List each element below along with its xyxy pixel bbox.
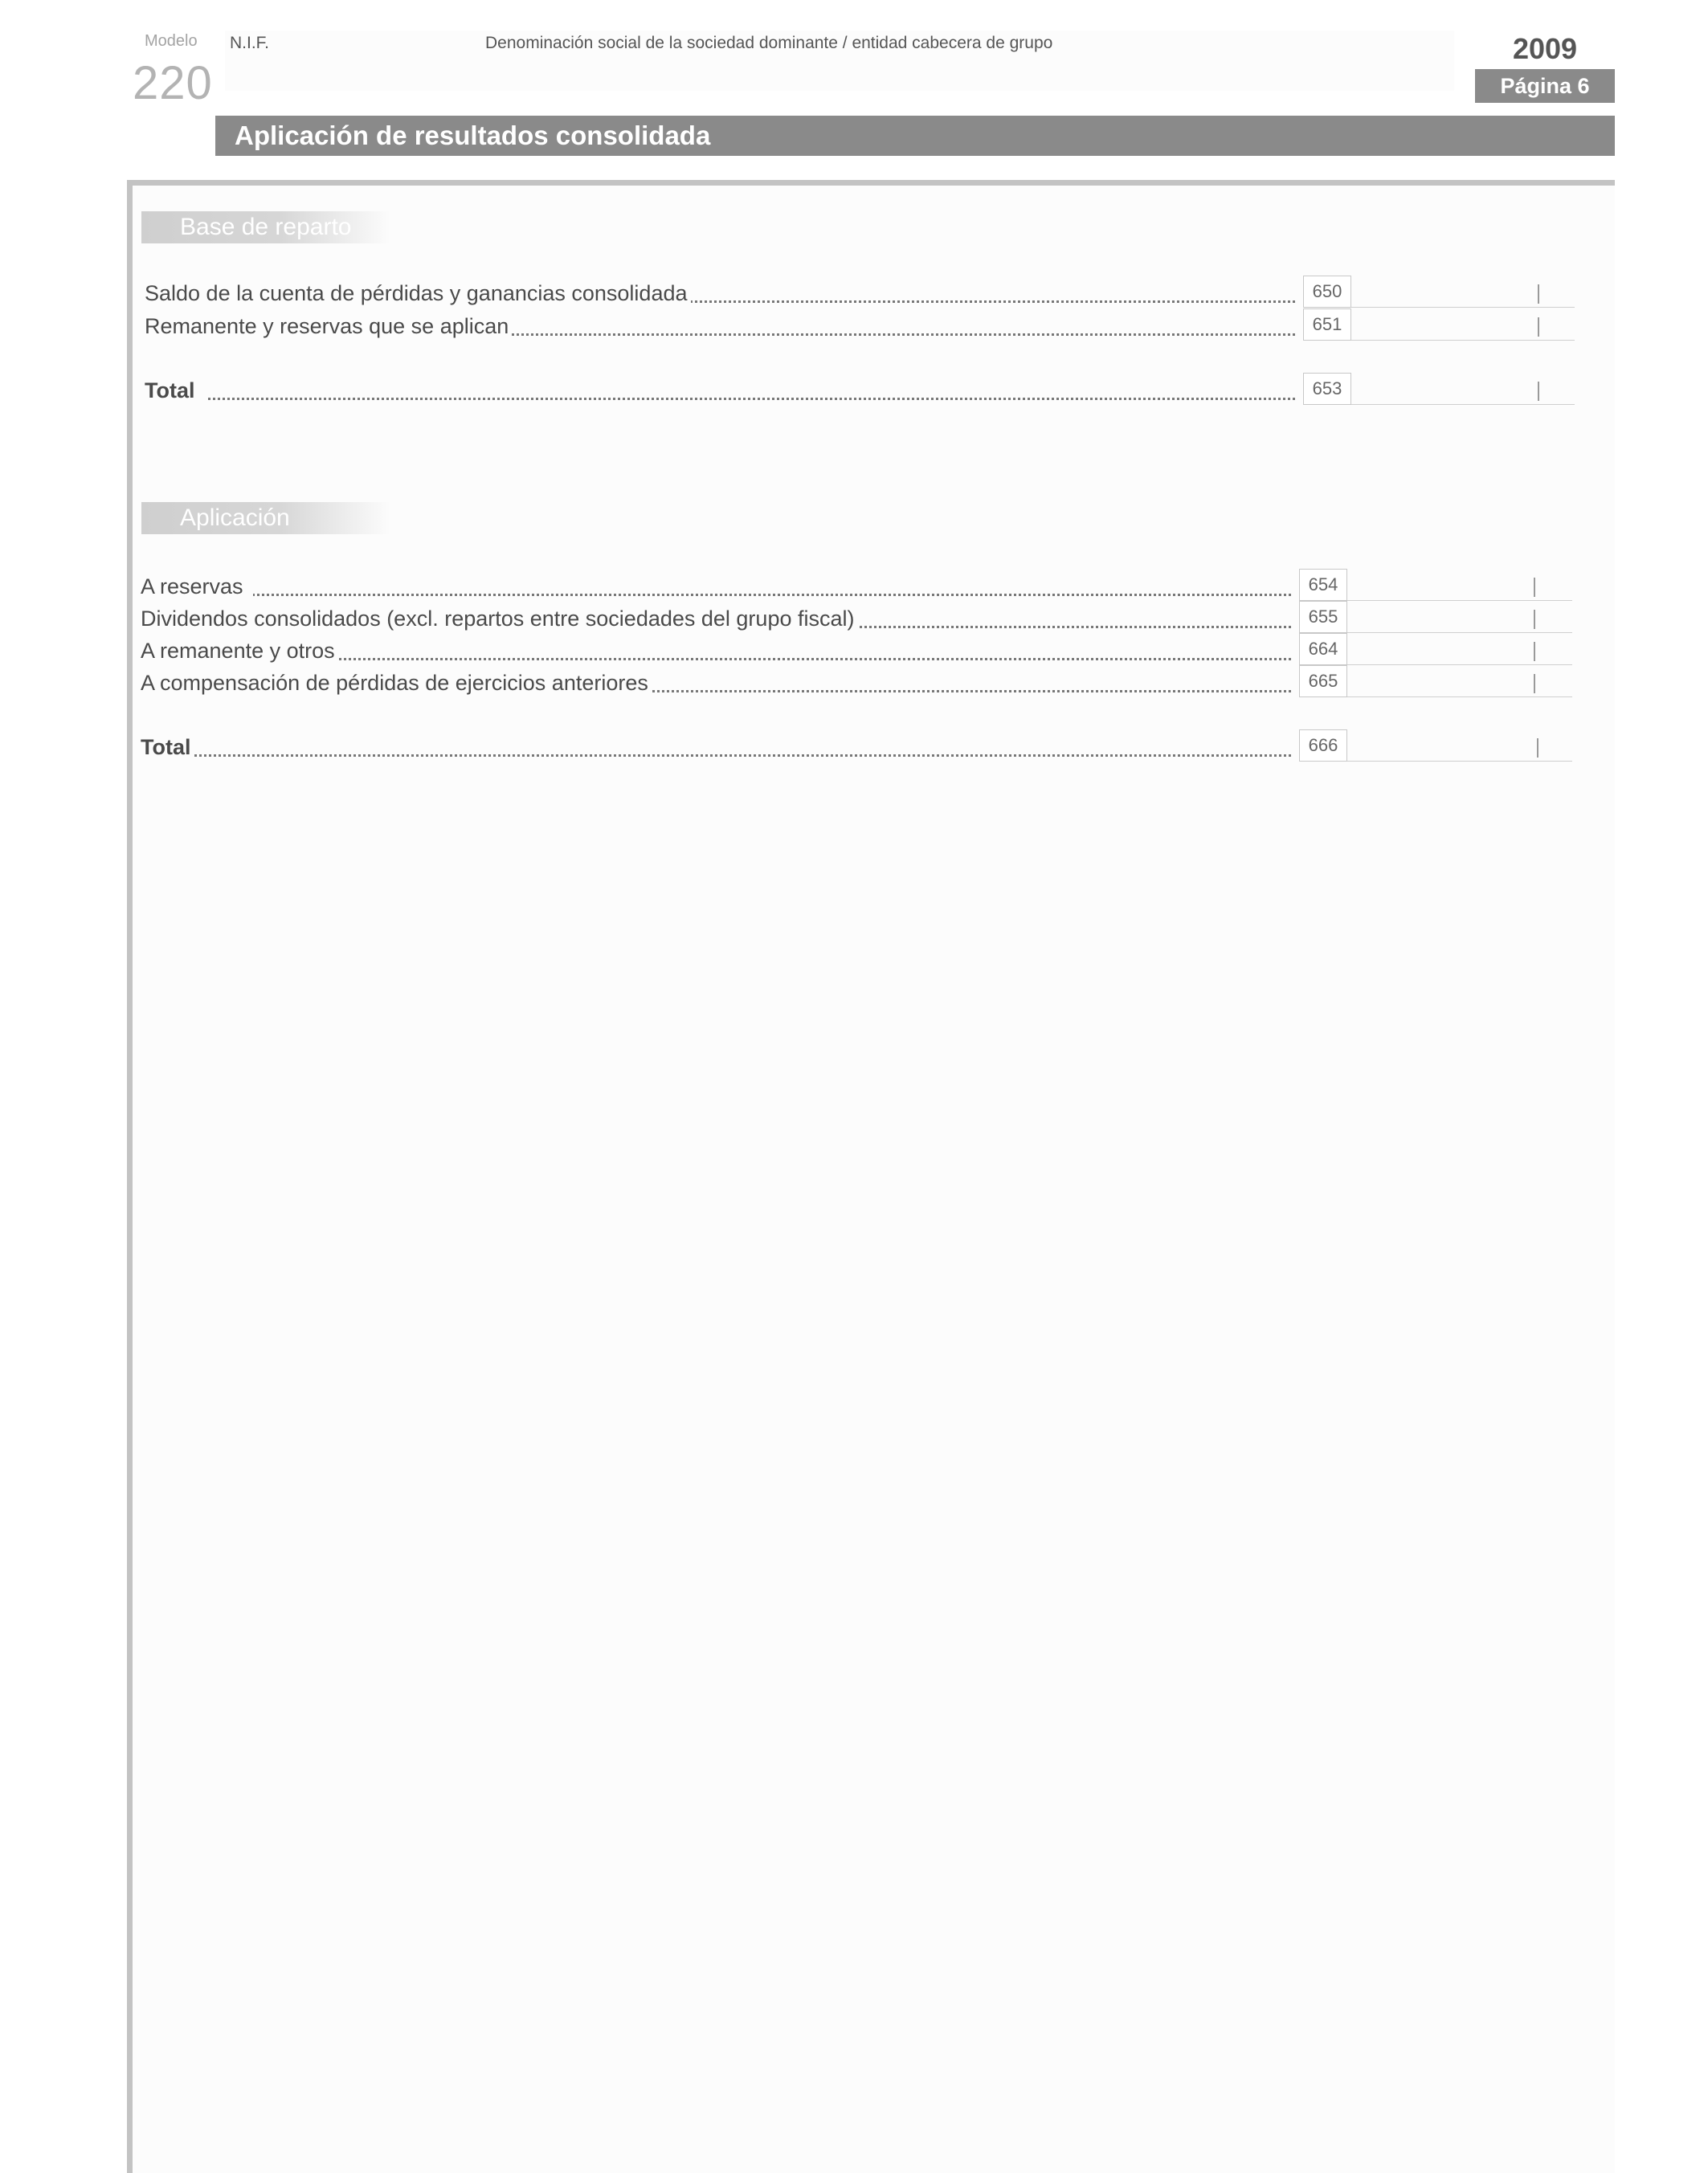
code-box: 654 bbox=[1299, 569, 1347, 601]
row-label: Dividendos consolidados (excl. repartos entre sociedades del grupo fiscal) bbox=[141, 607, 857, 631]
code-box: 655 bbox=[1299, 601, 1347, 633]
code-box: 665 bbox=[1299, 665, 1347, 697]
page-badge: Página 6 bbox=[1475, 69, 1615, 103]
decimal-separator bbox=[1537, 738, 1538, 758]
row-label: Saldo de la cuenta de pérdidas y ganancias consolidada bbox=[145, 281, 691, 306]
form-row-650 bbox=[145, 276, 1591, 308]
decimal-separator bbox=[1534, 578, 1535, 597]
code-box: 653 bbox=[1303, 373, 1351, 405]
amount-field-653[interactable] bbox=[1351, 373, 1575, 405]
amount-input[interactable] bbox=[1347, 601, 1575, 634]
section-header-base-reparto: Base de reparto bbox=[141, 211, 390, 243]
total-label: Total bbox=[141, 735, 194, 760]
amount-input[interactable] bbox=[1351, 373, 1578, 406]
code-box: 666 bbox=[1299, 729, 1347, 762]
decimal-separator bbox=[1534, 642, 1535, 661]
form-row-655 bbox=[141, 601, 1591, 633]
amount-field-664[interactable] bbox=[1347, 633, 1572, 665]
leader-dots bbox=[145, 398, 1295, 400]
decimal-separator bbox=[1538, 382, 1539, 401]
form-row-666-total bbox=[141, 729, 1591, 762]
leader-dots bbox=[141, 754, 1291, 757]
amount-input[interactable] bbox=[1347, 633, 1575, 666]
form-frame bbox=[127, 180, 1615, 2173]
code-box: 664 bbox=[1299, 633, 1347, 665]
amount-field-665[interactable] bbox=[1347, 665, 1572, 697]
modelo-number: 220 bbox=[133, 57, 213, 109]
section-header-aplicacion: Aplicación bbox=[141, 502, 390, 534]
nif-label: N.I.F. bbox=[230, 34, 270, 52]
row-label: Remanente y reservas que se aplican bbox=[145, 314, 512, 339]
code-box: 650 bbox=[1303, 276, 1351, 308]
denominacion-label: Denominación social de la sociedad dominante / entidad cabecera de grupo bbox=[485, 34, 1053, 52]
year-label: 2009 bbox=[1512, 32, 1578, 65]
decimal-separator bbox=[1538, 317, 1539, 337]
form-row-665 bbox=[141, 665, 1591, 697]
amount-field-654[interactable] bbox=[1347, 569, 1572, 601]
form-row-651 bbox=[145, 308, 1591, 341]
form-row-664 bbox=[141, 633, 1591, 665]
decimal-separator bbox=[1538, 284, 1539, 304]
total-label: Total bbox=[145, 378, 206, 403]
title-bar bbox=[215, 116, 1615, 156]
form-row-653-total bbox=[145, 373, 1591, 405]
amount-field-655[interactable] bbox=[1347, 601, 1572, 633]
amount-input[interactable] bbox=[1347, 569, 1575, 602]
amount-input[interactable] bbox=[1347, 729, 1575, 762]
amount-input[interactable] bbox=[1351, 308, 1578, 341]
row-label: A compensación de pérdidas de ejercicios anteriores bbox=[141, 671, 652, 696]
page-title: Aplicación de resultados consolidada bbox=[235, 120, 711, 150]
row-label: A remanente y otros bbox=[141, 639, 338, 664]
decimal-separator bbox=[1534, 674, 1535, 693]
amount-field-650[interactable] bbox=[1351, 276, 1575, 308]
modelo-label: Modelo bbox=[145, 32, 198, 50]
form-row-654 bbox=[141, 569, 1591, 601]
decimal-separator bbox=[1534, 610, 1535, 629]
code-box: 651 bbox=[1303, 308, 1351, 341]
row-label: A reservas bbox=[141, 574, 253, 599]
leader-dots bbox=[141, 594, 1291, 596]
amount-field-651[interactable] bbox=[1351, 308, 1575, 341]
amount-input[interactable] bbox=[1347, 665, 1575, 698]
amount-input[interactable] bbox=[1351, 276, 1578, 308]
amount-field-666[interactable] bbox=[1347, 729, 1572, 762]
